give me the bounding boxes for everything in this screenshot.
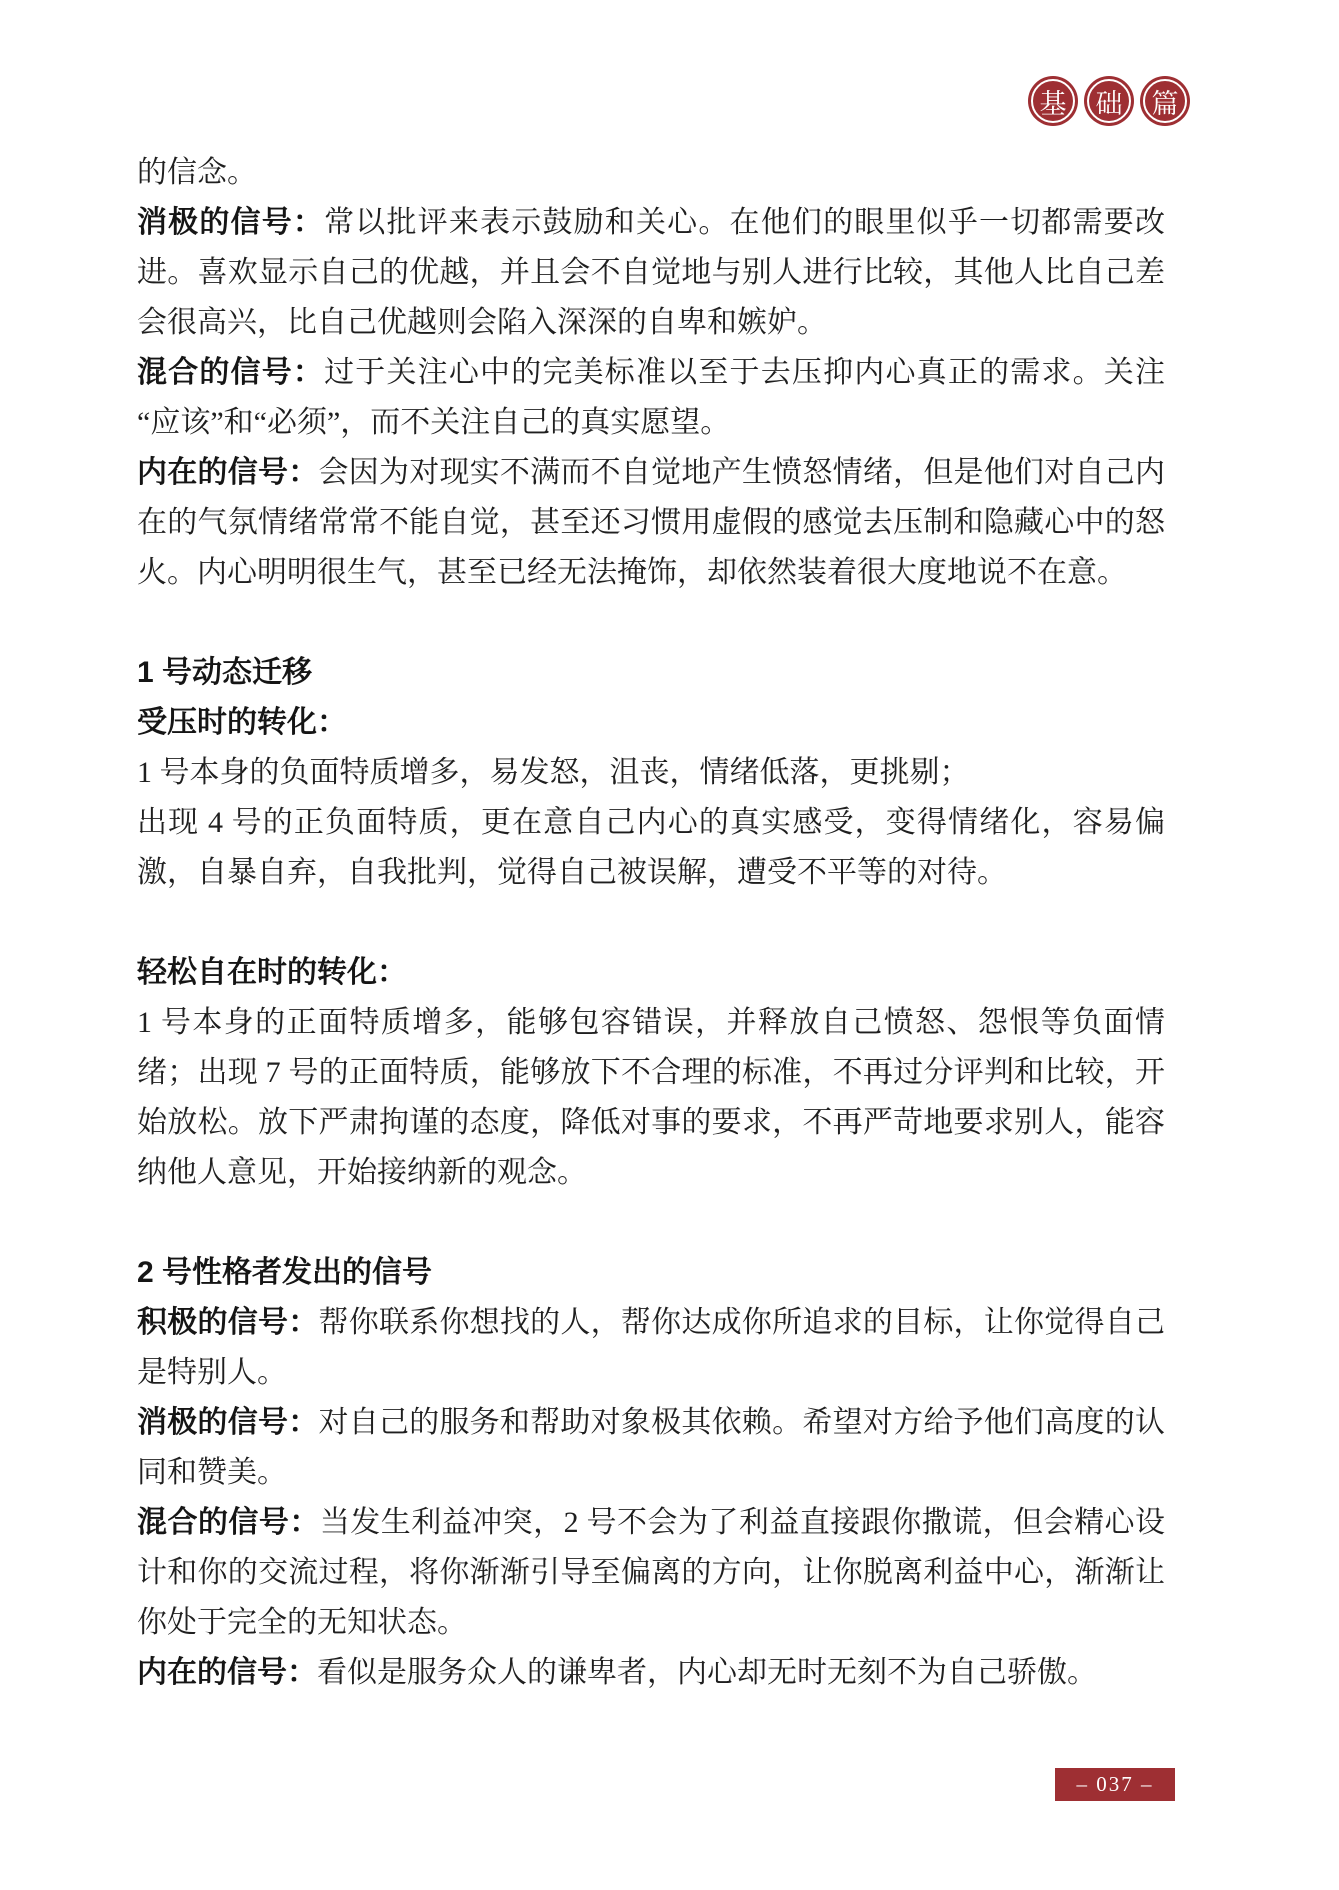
signal-label: 内在的信号：: [137, 456, 319, 489]
stress-line-2: 出现 4 号的正负面特质，更在意自己内心的真实感受，变得情绪化，容易偏激，自暴自弃，自我批判，觉得自己被误解，遭受不平等的对待。: [137, 806, 1165, 889]
badge-chu-label: 础: [1087, 79, 1131, 123]
signal-paragraph-negative-1: [137, 198, 1165, 348]
section-heading-type1-dynamic: 1 号动态迁移: [137, 656, 313, 689]
signal-paragraph-inner-1: [137, 448, 1165, 598]
intro-continuation-text: 的信念。: [137, 156, 257, 189]
section-heading-relaxed: 轻松自在时的转化：: [137, 956, 407, 989]
signal-text: 对自己的服务和帮助对象极其依赖。希望对方给予他们高度的认同和赞美。: [137, 1406, 1166, 1489]
signal-label: 混合的信号：: [137, 1506, 320, 1539]
signal-text: 看似是服务众人的谦卑者，内心却无时无刻不为自己骄傲。: [317, 1656, 1097, 1689]
signal-label: 消极的信号：: [137, 206, 325, 239]
header-badges: [1028, 76, 1190, 126]
signal-label: 消极的信号：: [137, 1406, 319, 1439]
signal-paragraph-inner-2: [137, 1648, 1165, 1698]
badge-ji: [1028, 76, 1078, 126]
signal-text: 当发生利益冲突，2 号不会为了利益直接跟你撒谎，但会精心设计和你的交流过程，将你渐渐引导至偏离的方向，让你脱离利益中心，渐渐让你处于完全的无知状态。: [137, 1506, 1166, 1639]
badge-pian-label: 篇: [1143, 79, 1187, 123]
badge-ji-label: 基: [1031, 79, 1075, 123]
page-number-badge: [1055, 1768, 1175, 1801]
stress-line-1: 1 号本身的负面特质增多，易发怒，沮丧，情绪低落，更挑剔；: [137, 756, 970, 789]
signal-label: 内在的信号：: [137, 1656, 317, 1689]
paragraph-intro-continuation: [137, 148, 1165, 198]
signal-text: 会因为对现实不满而不自觉地产生愤怒情绪，但是他们对自己内在的气氛情绪常常不能自觉，甚至还习惯用虚假的感觉去压制和隐藏心中的怒火。内心明明很生气，甚至已经无法掩饰，却依然装着很大度地说不在意。: [137, 456, 1166, 589]
signal-text: 常以批评来表示鼓励和关心。在他们的眼里似乎一切都需要改进。喜欢显示自己的优越，并且会不自觉地与别人进行比较，其他人比自己差会很高兴，比自己优越则会陷入深深的自卑和嫉妒。: [137, 206, 1165, 339]
page-number-text: – 037 –: [1076, 1772, 1154, 1796]
badge-pian: [1140, 76, 1190, 126]
signal-text: 过于关注心中的完美标准以至于去压抑内心真正的需求。关注“应该”和“必须”，而不关注自己的真实愿望。: [137, 356, 1165, 439]
signal-text: 帮你联系你想找的人，帮你达成你所追求的目标，让你觉得自己是特别人。: [137, 1306, 1166, 1389]
page-text-body: [137, 148, 1165, 1698]
signal-paragraph-negative-2: [137, 1398, 1165, 1498]
signal-label: 积极的信号：: [137, 1306, 319, 1339]
signal-paragraph-positive-2: [137, 1298, 1165, 1398]
section-heading-under-stress: 受压时的转化：: [137, 706, 347, 739]
signal-paragraph-mixed-1: [137, 348, 1165, 448]
signal-label: 混合的信号：: [137, 356, 325, 389]
signal-paragraph-mixed-2: [137, 1498, 1165, 1648]
badge-chu: [1084, 76, 1134, 126]
section-heading-type2-signals: 2 号性格者发出的信号: [137, 1256, 433, 1289]
relaxed-paragraph: 1 号本身的正面特质增多，能够包容错误，并释放自己愤怒、怨恨等负面情绪；出现 7 号的正面特质，能够放下不合理的标准，不再过分评判和比较，开始放松。放下严肃拘谨的态度，降低对事的要求，不再严苛地要求别人，能容纳他人意见，开始接纳新的观念。: [137, 1006, 1165, 1189]
